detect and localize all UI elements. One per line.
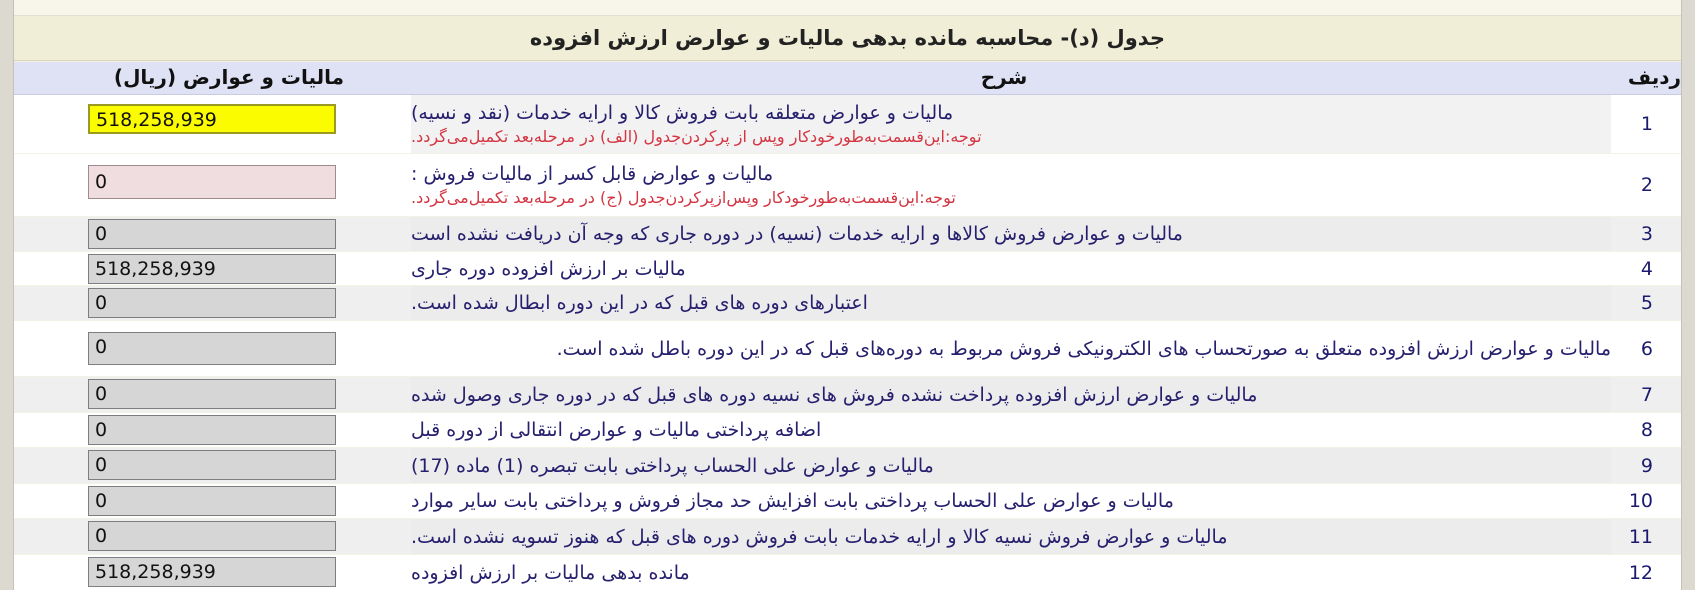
row-number: 9 [1640, 454, 1653, 477]
amount-field-3: 0 [88, 219, 336, 249]
amount-field-7: 0 [88, 379, 336, 409]
row-description: مالیات و عوارض فروش کالاها و ارایه خدمات (نسیه) در دوره جاری که وجه آن دریافت نشده است [411, 223, 1183, 245]
table-row-8 [14, 413, 1681, 447]
row-description: مانده بدهی مالیات بر ارزش افزوده [411, 561, 690, 584]
row-number: 4 [1640, 257, 1653, 280]
table-row-2 [14, 154, 1681, 216]
header-sharh: شرح [980, 65, 1028, 89]
amount-field-5: 0 [88, 288, 336, 318]
row-description: مالیات و عوارض علی الحساب پرداختی بابت افزایش حد مجاز فروش و پرداختی بابت سایر موارد [411, 490, 1174, 512]
amount-field-9: 0 [88, 450, 336, 480]
row-description-cell [411, 95, 1611, 153]
row-description: مالیات و عوارض متعلقه بابت فروش کالا و ارایه خدمات (نقد و نسیه) [411, 102, 954, 124]
row-description-cell [411, 286, 1611, 320]
amount-field-4: 518,258,939 [88, 254, 336, 284]
amount-field-11: 0 [88, 521, 336, 551]
row-number: 1 [1640, 113, 1653, 135]
row-note: توجه:این‌قسمت‌به‌طورخودکار وپس از پرکردن‌جدول (الف) در مرحله‌بعد تکمیل‌می‌گردد. [411, 127, 982, 146]
row-description: مالیات و عوارض ارزش افزوده متعلق به صورتحساب های الکترونیکی فروش مربوط به دوره‌های قبل که در این دوره باطل شده است. [556, 337, 1611, 360]
row-description-cell [411, 413, 1611, 447]
header-amount: مالیات و عوارض (ریال) [113, 65, 345, 89]
table-row-12 [14, 555, 1681, 590]
row-number: 11 [1628, 525, 1653, 548]
amount-field-10: 0 [88, 486, 336, 516]
amount-field-1[interactable]: 518,258,939 [88, 104, 336, 134]
amount-field-8: 0 [88, 415, 336, 445]
row-number: 6 [1640, 337, 1653, 360]
row-number: 12 [1628, 561, 1653, 584]
row-note: توجه:این‌قسمت‌به‌طورخودکار وپس‌ازپرکردن‌جدول (ج) در مرحله‌بعد تکمیل‌می‌گردد. [411, 188, 956, 207]
row-description-cell [411, 154, 1611, 216]
table-row-5 [14, 286, 1681, 320]
row-number: 5 [1640, 292, 1653, 314]
table-row-1 [14, 95, 1681, 153]
amount-field-2[interactable]: 0 [88, 165, 336, 199]
table-row-10 [14, 484, 1681, 518]
row-description: مالیات و عوارض علی الحساب پرداختی بابت تبصره (1) ماده (17) [411, 454, 934, 477]
table-title: جدول (د)- محاسبه مانده بدهی مالیات و عوارض ارزش افزوده [14, 16, 1681, 61]
row-description-cell [411, 217, 1611, 251]
table-row-9 [14, 448, 1681, 483]
row-description: اعتبارهای دوره های قبل که در این دوره ابطال شده است. [411, 292, 868, 314]
row-description: مالیات و عوارض قابل کسر از مالیات فروش : [411, 163, 774, 185]
row-number: 10 [1628, 490, 1653, 512]
row-description: مالیات بر ارزش افزوده دوره جاری [411, 257, 686, 280]
table-row-3 [14, 217, 1681, 251]
row-description-cell [411, 555, 1611, 590]
row-description-cell [411, 252, 1611, 285]
header-radif: ردیف [1627, 65, 1681, 89]
table-row-7 [14, 377, 1681, 412]
row-description-cell [411, 448, 1611, 483]
right-frame-border [1681, 0, 1695, 590]
row-description-cell [411, 377, 1611, 412]
table-row-11 [14, 519, 1681, 554]
row-description: مالیات و عوارض فروش نسیه کالا و ارایه خدمات بابت فروش دوره های قبل که هنوز تسویه نشده است. [411, 525, 1228, 548]
table-row-4 [14, 252, 1681, 285]
amount-field-12: 518,258,939 [88, 557, 336, 587]
top-band [14, 0, 1681, 16]
row-number: 3 [1640, 223, 1653, 245]
row-description-cell [411, 321, 1611, 376]
row-description: اضافه پرداختی مالیات و عوارض انتقالی از دوره قبل [411, 419, 822, 441]
left-frame-border [0, 0, 14, 590]
row-description: مالیات و عوارض ارزش افزوده پرداخت نشده فروش های نسیه دوره های قبل که در دوره جاری وصول شده [411, 383, 1258, 406]
row-description-cell [411, 519, 1611, 554]
row-number: 7 [1640, 383, 1653, 406]
row-number: 8 [1640, 419, 1653, 441]
row-description-cell [411, 484, 1611, 518]
table-header-row [14, 62, 1681, 95]
row-number: 2 [1640, 174, 1653, 196]
table-row-6 [14, 321, 1681, 376]
amount-field-6: 0 [88, 332, 336, 365]
